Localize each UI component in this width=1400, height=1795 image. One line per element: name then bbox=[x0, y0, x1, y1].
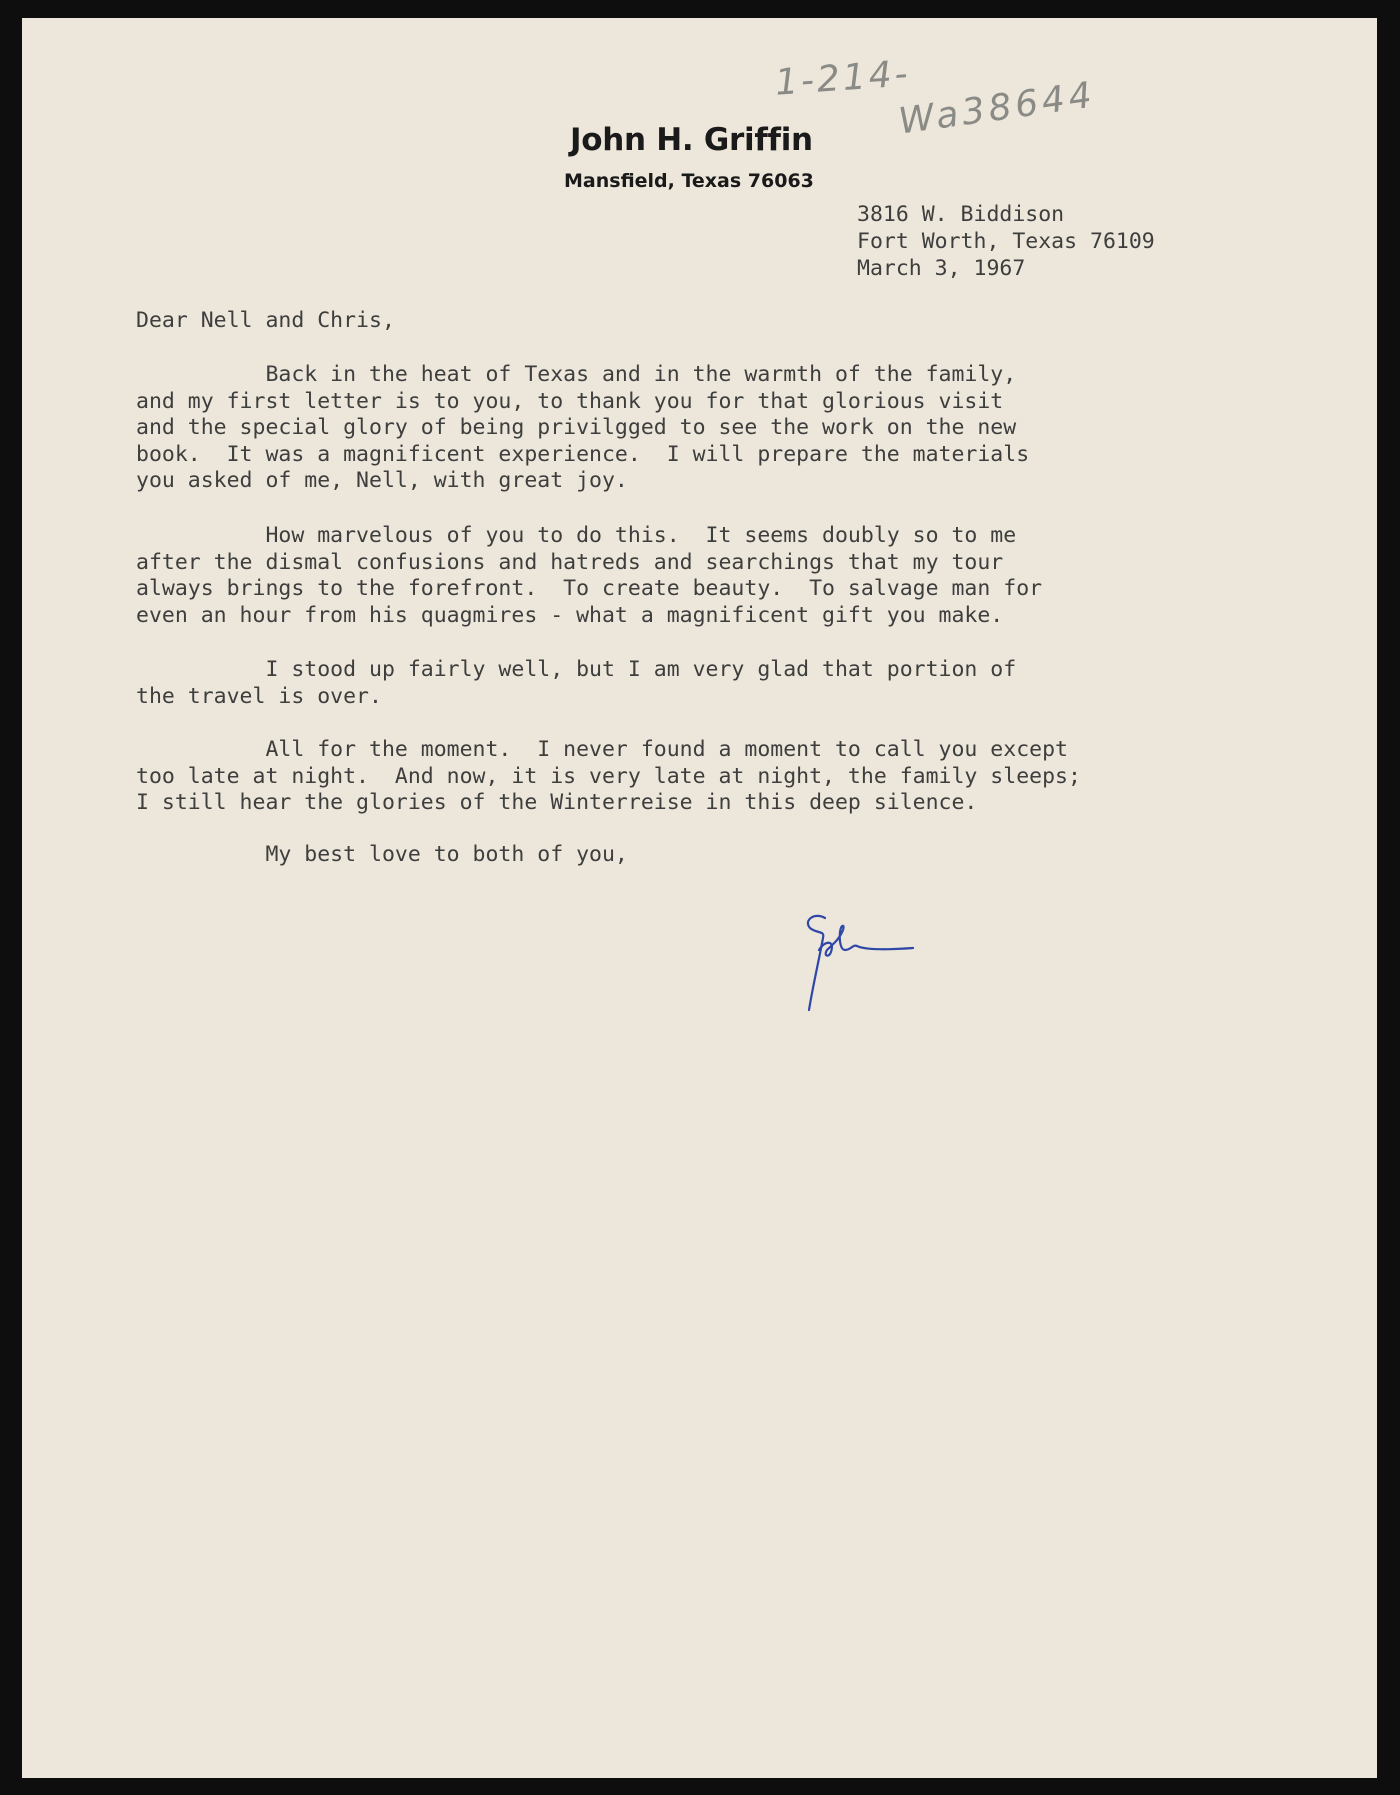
closing: My best love to both of you, bbox=[136, 842, 628, 867]
letterhead-address: Mansfield, Texas 76063 bbox=[564, 170, 814, 192]
body-paragraph: Back in the heat of Texas and in the warmth of the family, and my first letter is to you, to thank you for that glorious visit and the special glory of being privilgged to see the work on the new book. It was a magnificent experience. I will prepare the materials you asked of me, Nell, with great joy. bbox=[136, 362, 1030, 493]
letterhead-name: John H. Griffin bbox=[570, 122, 813, 158]
body-paragraph: All for the moment. I never found a moment to call you except too late at night. And now, it is very late at night, the family sleeps; I still hear the glories of the Winterreise in this deep silence. bbox=[136, 737, 1081, 815]
signature bbox=[785, 910, 925, 1020]
salutation: Dear Nell and Chris, bbox=[136, 308, 395, 333]
pencil-catalog-number: Wa38644 bbox=[896, 74, 1099, 143]
body-paragraph: I stood up fairly well, but I am very glad that portion of the travel is over. bbox=[136, 657, 1017, 709]
sender-address-line1: 3816 W. Biddison bbox=[857, 202, 1065, 227]
pencil-annotation: 1-214- bbox=[773, 53, 912, 104]
body-paragraph: How marvelous of you to do this. It seems doubly so to me after the dismal confusions and hatreds and searchings that my tour always brings to the forefront. To create beauty. To salvage man for even an hour from his quagmires - what a magnificent gift you make. bbox=[136, 523, 1043, 628]
letter-page bbox=[22, 18, 1377, 1778]
sender-address-line2: Fort Worth, Texas 76109 bbox=[857, 229, 1155, 254]
letter-date: March 3, 1967 bbox=[857, 256, 1026, 281]
